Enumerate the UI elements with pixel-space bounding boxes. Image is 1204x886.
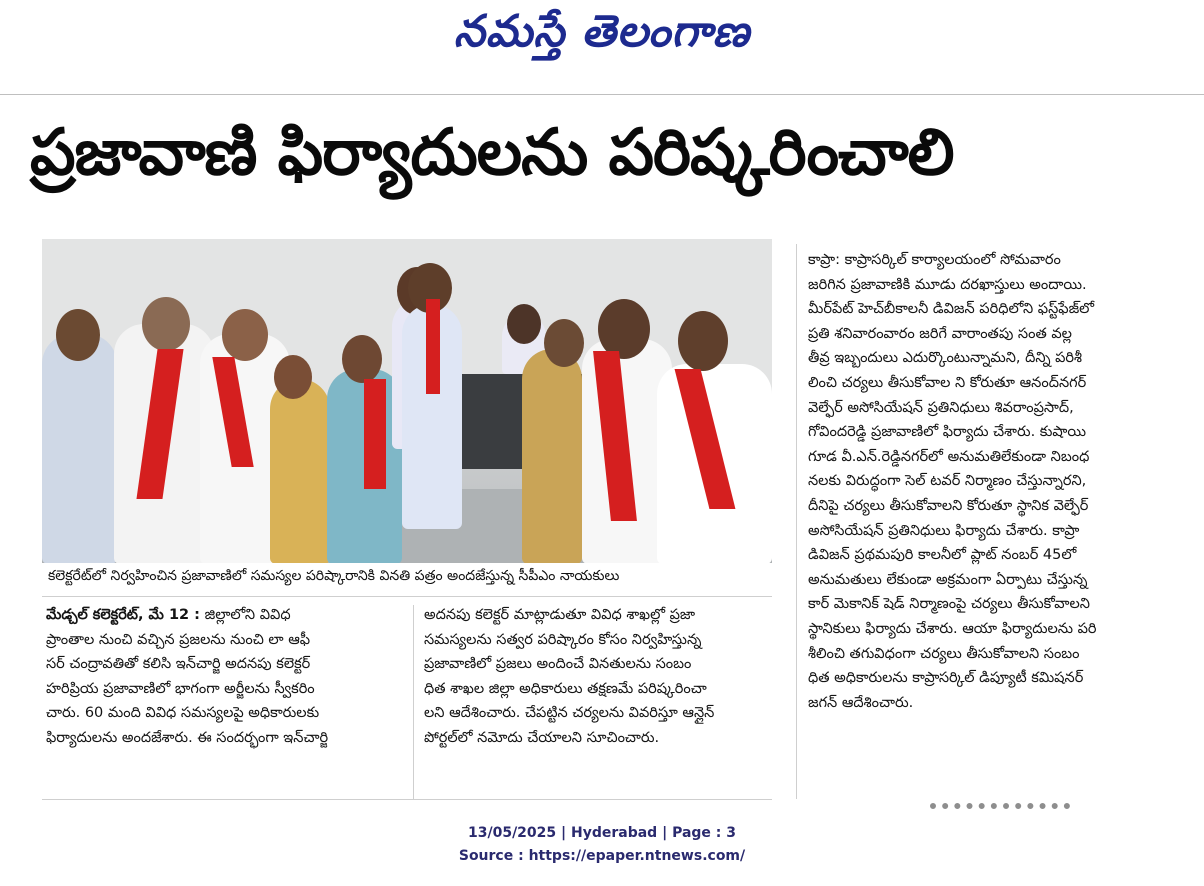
newspaper-logo: నమస్తే తెలంగాణ: [453, 6, 751, 57]
photo-person: [42, 334, 117, 563]
article-line: లని ఆదేశించారు. చేపట్టిన చర్యలను వివరిస్తూ ఆన్లైన్: [424, 705, 715, 722]
article-line: ప్రతి శనివారంవారం జరిగే వారాంతపు సంత వల్ల: [808, 325, 1072, 342]
photo-caption: కలెక్టరేట్‌లో నిర్వహించిన ప్రజావాణిలో సమస్యల పరిష్కారానికి వినతి పత్రం అందజేస్తున్న సీపీఎం నాయకులు: [42, 563, 778, 589]
article-line: ప్రాంతాల నుంచి వచ్చిన ప్రజలను నుంచి లా ఆఫీ: [46, 631, 311, 648]
photo-red-scarf: [364, 379, 386, 489]
article-line: కార్ మెకానిక్ షెడ్ నిర్మాణంపై చర్యలు తీసుకోవాలని: [808, 596, 1090, 613]
article-line: వెల్ఫేర్ అసోసియేషన్ ప్రతినిధులు శివరాంప్రసాద్,: [808, 399, 1074, 416]
article-line: సర్ చంద్రావతితో కలిసి ఇన్‌చార్జి అదనపు కలెక్టర్: [46, 656, 311, 673]
masthead-divider: [0, 94, 1204, 95]
photo-person-head: [274, 355, 312, 399]
column-divider: [413, 605, 414, 799]
article-line: జగన్ ఆదేశించారు.: [808, 694, 914, 711]
article-line: తీవ్ర ఇబ్బందులు ఎదుర్కొంటున్నామని, దీన్ని పరిశీ: [808, 350, 1082, 367]
article-line: స్థానికులు ఫిర్యాదు చేశారు. ఆయా ఫిర్యాదులను పరి: [808, 620, 1097, 637]
photo-person-head: [222, 309, 268, 361]
article-line: అనుమతులు లేకుండా అక్రమంగా ఏర్పాటు చేస్తున్న: [808, 571, 1088, 588]
page-footer: [0, 822, 1204, 868]
article-line: సమస్యలను సత్వర పరిష్కారం కోసం నిర్వహిస్తున్న: [424, 631, 702, 648]
article-line: గూడ వీ.ఎన్.రెడ్డినగర్‌లో అనుమతిలేకుండా నిబంధ: [808, 448, 1090, 465]
article-line: పోర్టల్‌లో నమోదు చేయాలని సూచించారు.: [424, 729, 660, 746]
article-line: కాప్రా: కాప్రాసర్కిల్ కార్యాలయంలో సోమవారం: [808, 252, 1061, 268]
photo-red-scarf: [426, 299, 440, 394]
article-line: గోవిందరెడ్డి ప్రజావాణిలో ఫిర్యాదు చేశారు. కుషాయి: [808, 424, 1086, 441]
article-line: దీనిపై చర్యలు తీసుకోవాలని కోరుతూ స్థానిక వెల్ఫేర్: [808, 497, 1089, 514]
article-line: అసోసియేషన్ ప్రతినిధులు ఫిర్యాదు చేశారు. కాప్రా: [808, 522, 1080, 539]
footer-edition-info: 13/05/2025 | Hyderabad | Page : 3: [467, 825, 737, 841]
photo-person-head: [507, 304, 541, 344]
article-line: మీర్‌పేట్ హెచ్‌బీకాలనీ డివిజన్ పరిధిలోని ఫస్ట్‌ఫేజ్‌లో: [808, 301, 1095, 318]
article-body-right: [808, 248, 1168, 715]
photo-person-head: [142, 297, 190, 351]
caption-rule: [42, 596, 772, 597]
photo-person-head: [56, 309, 100, 361]
news-photo: [42, 239, 772, 563]
article-line: నలకు విరుద్ధంగా సెల్ టవర్ నిర్మాణం చేస్తున్నారని,: [808, 473, 1087, 490]
article-body-middle: [424, 603, 774, 751]
photo-person-head: [544, 319, 584, 367]
photo-person: [270, 379, 330, 563]
photo-person-head: [678, 311, 728, 371]
article-dateline: మేడ్చల్ కలెక్టరేట్, మే 12 :: [46, 607, 200, 623]
article-line: ప్రజావాణిలో ప్రజలు అందించే వినతులను సంబం: [424, 656, 692, 673]
article-line: అదనపు కలెక్టర్ మాట్లాడుతూ వివిధ శాఖల్లో ప్రజా: [424, 607, 696, 623]
column-divider: [796, 244, 797, 799]
next-article-stub: [930, 803, 1070, 819]
footer-source-link[interactable]: Source : https://epaper.ntnews.com/: [458, 848, 746, 864]
article-line: జరిగిన ప్రజావాణికి మూడు దరఖాస్తులు అందాయి.: [808, 276, 1087, 293]
article-line: ఫిర్యాదులను అందజేశారు. ఈ సందర్భంగా ఇన్‌చార్జి: [46, 729, 329, 746]
article-line: లించి చర్యలు తీసుకోవాల ని కోరుతూ ఆనంద్‌నగర్: [808, 374, 1087, 391]
article-headline: ప్రజావాణి ఫిర్యాదులను పరిష్కరించాలి: [30, 116, 954, 190]
article-line: డివిజన్ ప్రథమపురి కాలనీలో ప్లాట్ నంబర్ 45లో: [808, 547, 1077, 564]
masthead: [0, 0, 1204, 92]
article-line: చారు. 60 మంది వివిధ సమస్యలపై అధికారులకు: [46, 705, 320, 722]
article-line: హరిప్రియ ప్రజావాణిలో భాగంగా అర్జీలను స్వీకరిం: [46, 680, 315, 697]
article-line: ధిత శాఖల జిల్లా అధికారులు తక్షణమే పరిష్కరించా: [424, 680, 707, 697]
bottom-rule: [42, 799, 772, 800]
photo-person: [522, 349, 582, 563]
photo-person-head: [342, 335, 382, 383]
article-body-left: [46, 603, 406, 751]
article-line: ధిత అధికారులను కాప్రాసర్కిల్ డిప్యూటీ కమిషనర్: [808, 670, 1084, 687]
article-line: శీలించి తగువిధంగా చర్యలు తీసుకోవాలని సంబం: [808, 645, 1080, 662]
article-line: జిల్లాలోని వివిధ: [199, 607, 291, 623]
photo-person-head: [598, 299, 650, 359]
